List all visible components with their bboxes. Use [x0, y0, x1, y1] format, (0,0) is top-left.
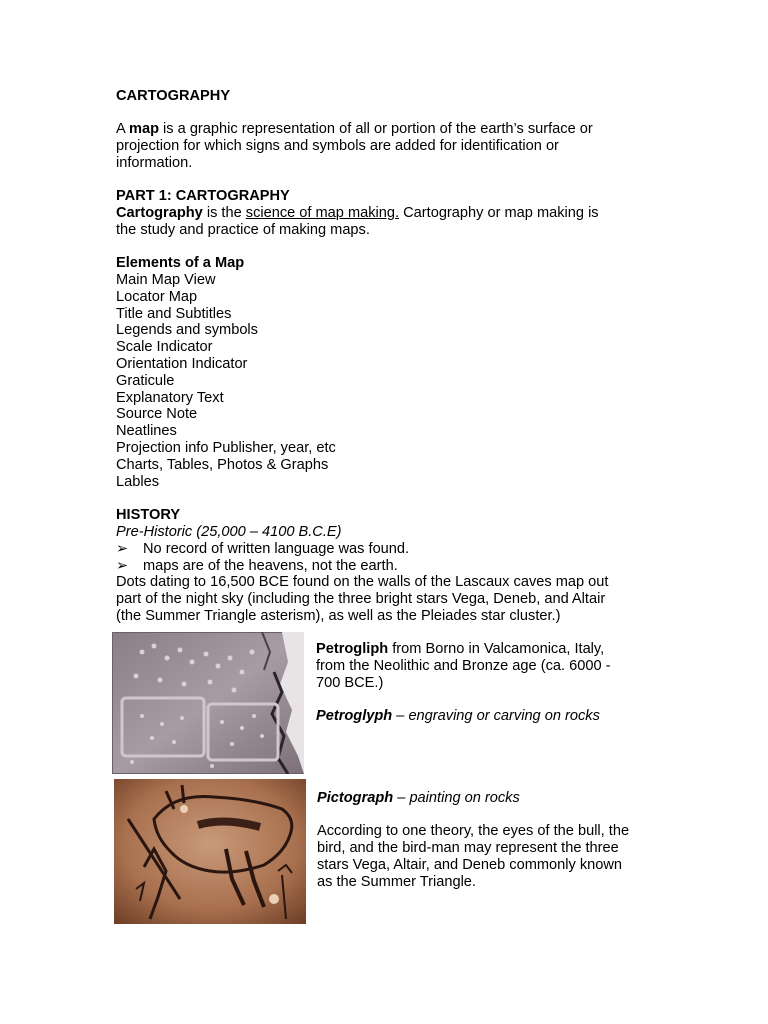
history-bullet: [116, 541, 409, 558]
elements-list: [116, 272, 336, 490]
cartography-is-the: is the: [202, 205, 246, 221]
list-item: Main Map View: [116, 272, 216, 288]
petrogliph-term: Petrogliph: [316, 641, 389, 657]
map-definition-line-3: information.: [116, 155, 193, 171]
pictograph-paragraph-line: bird, and the bird-man may represent the three: [317, 840, 619, 856]
cartography-definition-line-1: [116, 205, 599, 222]
pictograph-photo: [114, 779, 306, 924]
pictograph-definition: [317, 790, 520, 807]
pictograph-paragraph-line: stars Vega, Altair, and Deneb commonly known: [317, 857, 623, 873]
map-term: map: [128, 121, 159, 137]
cartography-def-rest: Cartography or map making is: [399, 205, 599, 221]
list-item: Explanatory Text: [116, 389, 224, 406]
arrow-bullet-icon: ➢: [116, 541, 129, 557]
petroglyph-caption-rest: from Borno in Valcamonica, Italy,: [388, 641, 605, 657]
list-item: Lables: [116, 473, 160, 490]
petroglyph-definition: [316, 708, 600, 725]
cartography-definition-line-2: the study and practice of making maps.: [116, 222, 370, 238]
petroglyph-term: Petroglyph: [316, 708, 393, 724]
map-def-rest: is a graphic representation of all or portion of the earth’s surface or: [159, 121, 593, 137]
petroglyph-photo: [112, 632, 304, 774]
pictograph-definition-rest: – painting on rocks: [393, 790, 520, 806]
list-item: Title and Subtitles: [116, 305, 232, 322]
list-item: Graticule: [116, 372, 175, 389]
history-bullet: [116, 558, 398, 575]
petroglyph-definition-rest: – engraving or carving on rocks: [392, 708, 600, 724]
history-paragraph-line: (the Summer Triangle asterism), as well as the Pleiades star cluster.): [116, 608, 561, 624]
document-title: CARTOGRAPHY: [116, 88, 231, 104]
map-definition-line-1: [116, 121, 593, 138]
history-heading: HISTORY: [116, 507, 181, 523]
history-paragraph-line: Dots dating to 16,500 BCE found on the walls of the Lascaux caves map out: [116, 574, 609, 590]
petroglyph-caption-line-1: [316, 641, 604, 658]
arrow-bullet-icon: ➢: [116, 558, 129, 574]
list-item: Locator Map: [116, 288, 198, 305]
petroglyph-caption-line: 700 BCE.): [316, 675, 384, 691]
part1-heading: PART 1: CARTOGRAPHY: [116, 188, 290, 204]
elements-heading: Elements of a Map: [116, 255, 245, 271]
pictograph-paragraph-line: According to one theory, the eyes of the bull, the: [317, 823, 630, 839]
map-definition-line-2: projection for which signs and symbols are added for identification or: [116, 138, 559, 154]
list-item: Legends and symbols: [116, 322, 258, 339]
science-of-map-making: science of map making.: [245, 205, 400, 221]
pictograph-term: Pictograph: [317, 790, 394, 806]
prehistoric-subheading: Pre-Historic (25,000 – 4100 B.C.E): [116, 524, 342, 540]
list-item: Scale Indicator: [116, 339, 213, 356]
list-item: Source Note: [116, 406, 198, 423]
map-def-lead: A: [116, 121, 129, 137]
list-item: Neatlines: [116, 423, 177, 440]
pictograph-paragraph-line: as the Summer Triangle.: [317, 874, 476, 890]
cartography-term: Cartography: [116, 205, 203, 221]
bullet-text: maps are of the heavens, not the earth.: [143, 558, 398, 574]
list-item: Charts, Tables, Photos & Graphs: [116, 456, 329, 473]
history-paragraph-line: part of the night sky (including the three bright stars Vega, Deneb, and Altair: [116, 591, 606, 607]
petroglyph-caption-line: from the Neolithic and Bronze age (ca. 6000 -: [316, 658, 611, 674]
list-item: Projection info Publisher, year, etc: [116, 439, 336, 456]
list-item: Orientation Indicator: [116, 355, 248, 372]
bullet-text: No record of written language was found.: [143, 541, 410, 557]
